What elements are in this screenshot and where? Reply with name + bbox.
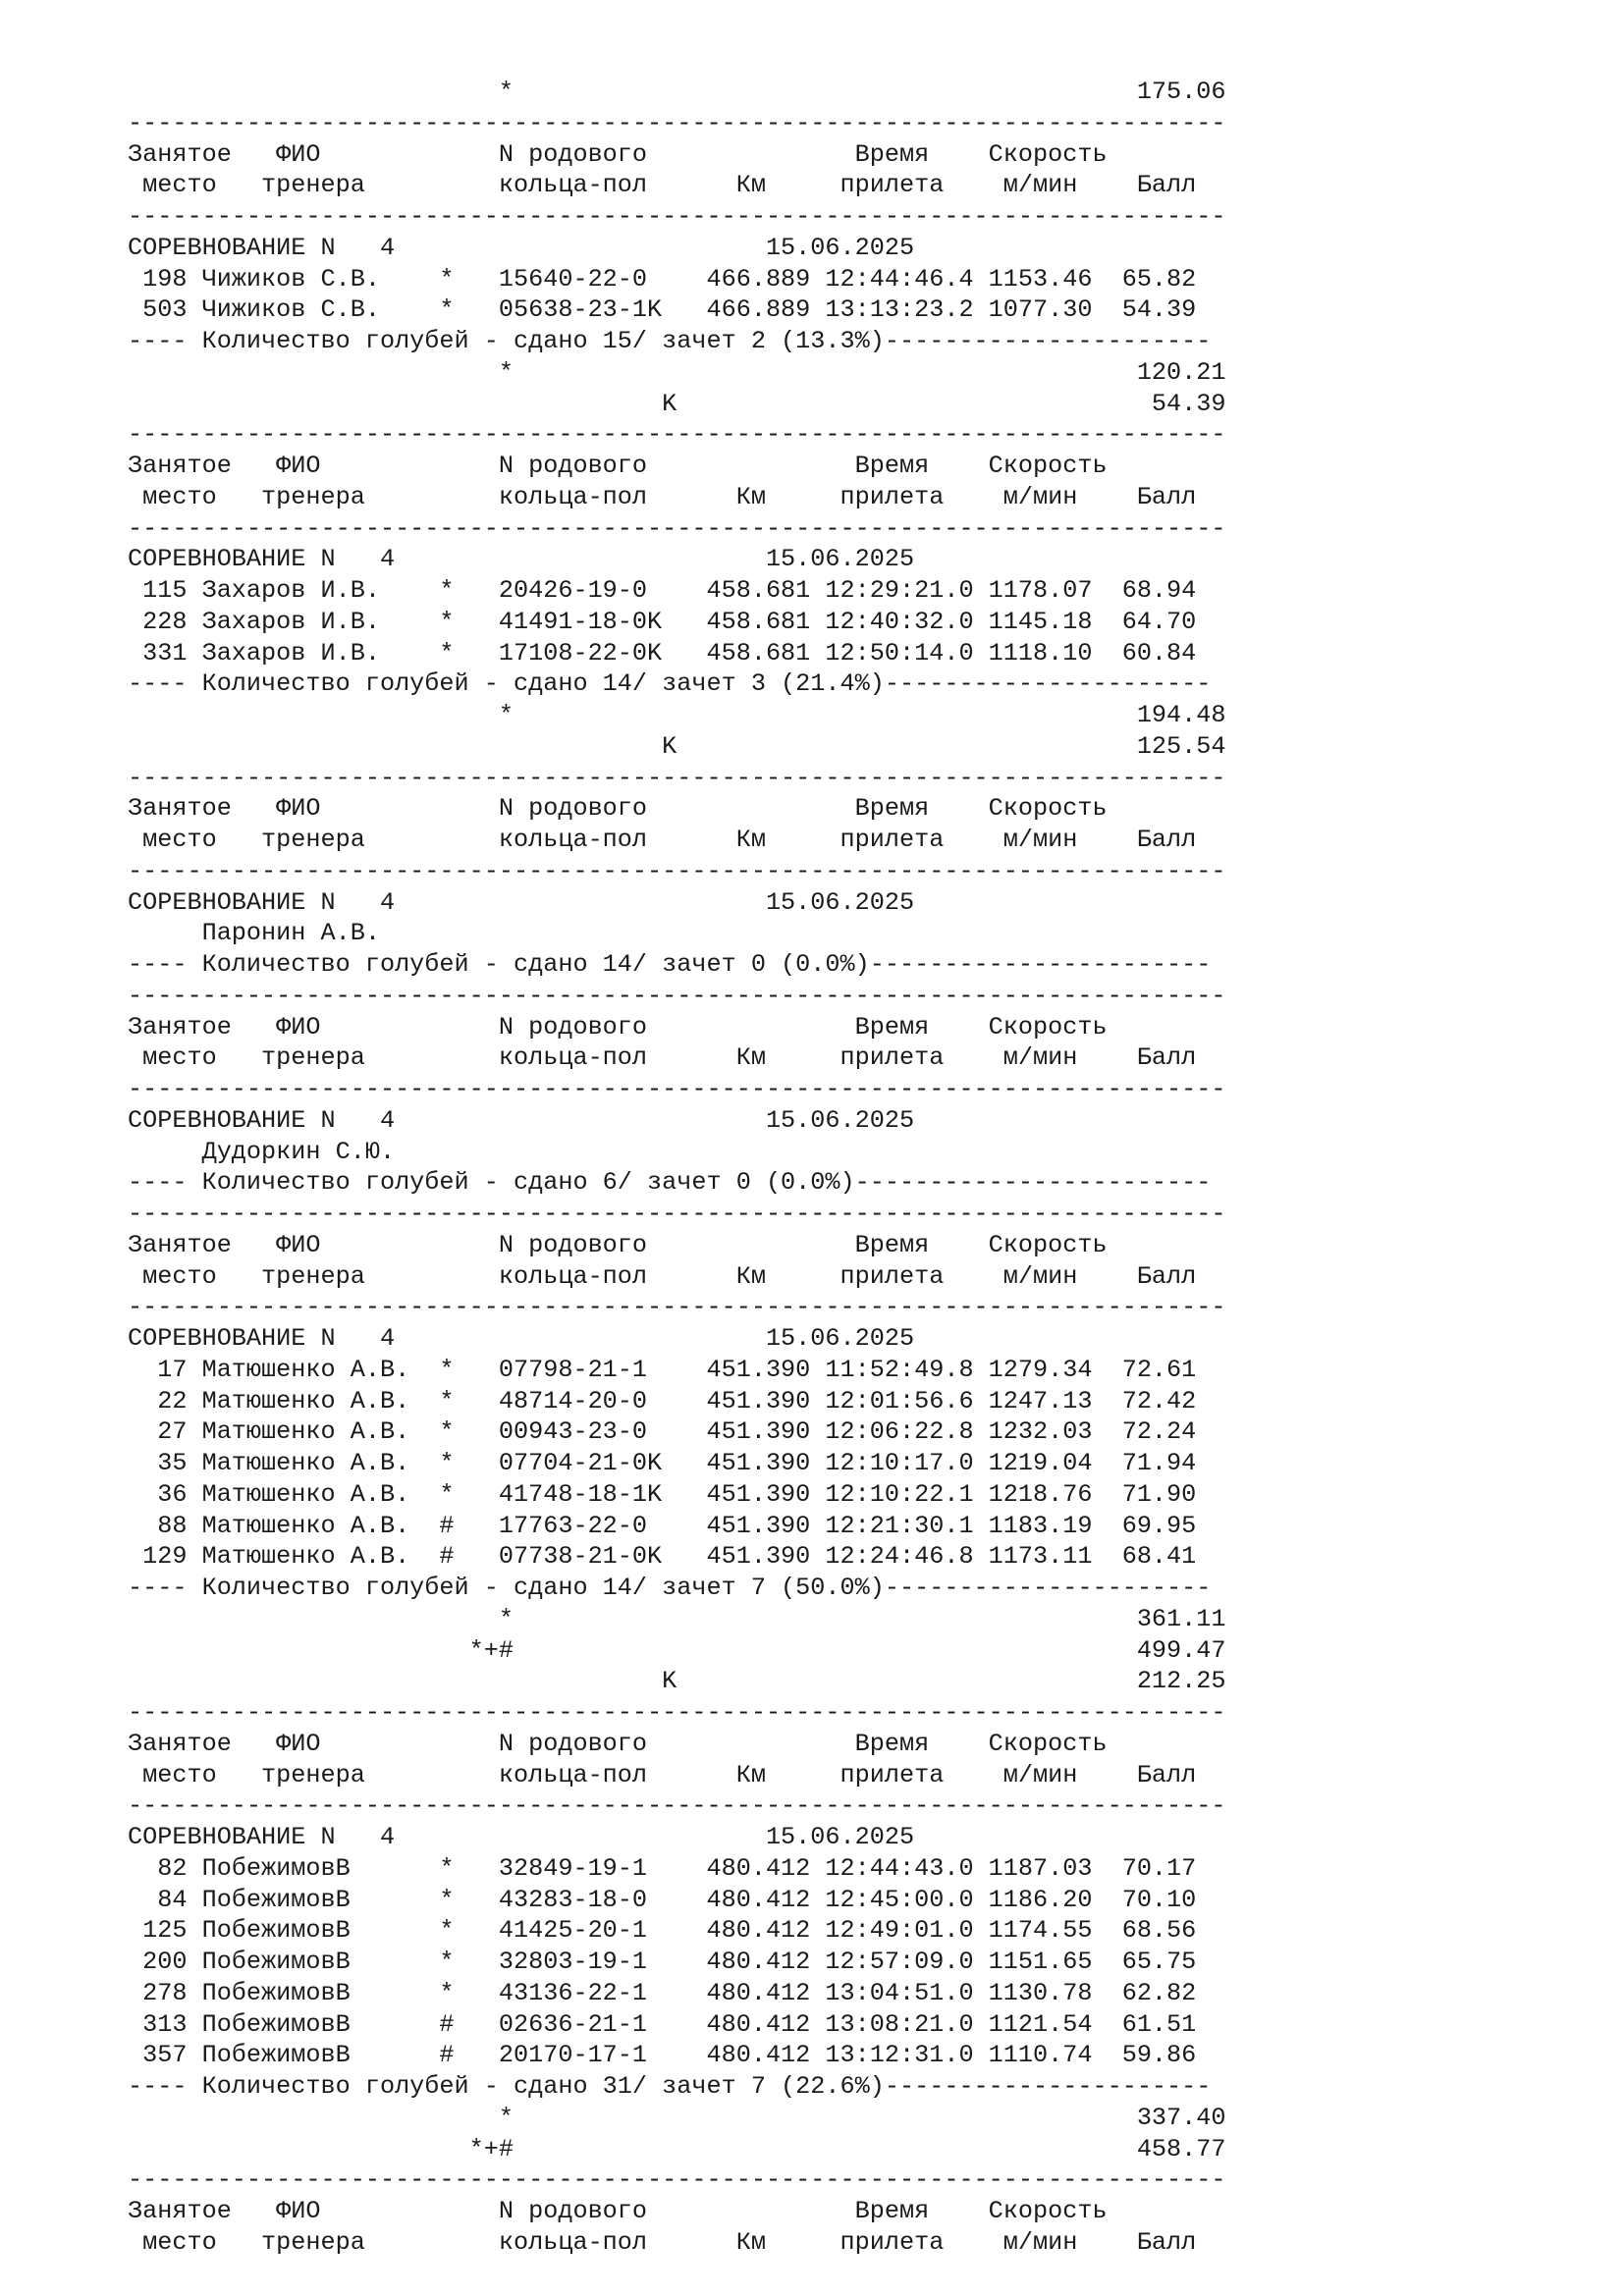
report-line: Занятое ФИО N родового Время Скорость: [128, 452, 1108, 480]
report-line: --------------------------------------------------------------------------: [128, 420, 1226, 450]
report-line: K 212.25: [128, 1667, 1226, 1696]
report-line: ---- Количество голубей - сдано 6/ зачет 0 (0.0%)------------------------: [128, 1168, 1212, 1198]
report-line: --------------------------------------------------------------------------: [128, 1293, 1226, 1322]
report-line: *+# 499.47: [128, 1635, 1226, 1665]
report-line: место тренера кольца-пол Км прилета м/мин Балл: [128, 2227, 1197, 2257]
report-line: 22 Матюшенко А.В. * 48714-20-0 451.390 12:01:56.6 1247.13 72.42: [128, 1386, 1197, 1415]
report-line: * 194.48: [128, 701, 1226, 729]
report-line: ---- Количество голубей - сдано 14/ зачет 0 (0.0%)-----------------------: [128, 950, 1212, 979]
report-line: СОРЕВНОВАНИЕ N 4 15.06.2025: [128, 1324, 915, 1353]
report-line: ---- Количество голубей - сдано 14/ зачет 7 (50.0%)----------------------: [128, 1574, 1212, 1602]
report-line: --------------------------------------------------------------------------: [128, 1075, 1226, 1103]
report-line: Занятое ФИО N родового Время Скорость: [128, 2197, 1108, 2225]
report-line: --------------------------------------------------------------------------: [128, 1698, 1226, 1727]
report-line: Паронин А.В.: [128, 919, 380, 948]
report-line: ---- Количество голубей - сдано 15/ зачет 2 (13.3%)----------------------: [128, 327, 1212, 355]
report-line: Занятое ФИО N родового Время Скорость: [128, 1729, 1108, 1758]
report-line: 17 Матюшенко А.В. * 07798-21-1 451.390 11:52:49.8 1279.34 72.61: [128, 1355, 1197, 1384]
report-line: * 175.06: [128, 78, 1226, 106]
report-line: --------------------------------------------------------------------------: [128, 856, 1226, 885]
report-line: СОРЕВНОВАНИЕ N 4 15.06.2025: [128, 545, 915, 574]
report-line: место тренера кольца-пол Км прилета м/мин Балл: [128, 1760, 1197, 1789]
report-line: --------------------------------------------------------------------------: [128, 2165, 1226, 2195]
report-line: 125 ПобежимовВ * 41425-20-1 480.412 12:49:01.0 1174.55 68.56: [128, 1916, 1197, 1946]
report-line: СОРЕВНОВАНИЕ N 4 15.06.2025: [128, 887, 915, 917]
report-line: --------------------------------------------------------------------------: [128, 981, 1226, 1010]
report-line: 198 Чижиков С.В. * 15640-22-0 466.889 12:44:46.4 1153.46 65.82: [128, 264, 1197, 294]
report-line: 357 ПобежимовВ # 20170-17-1 480.412 13:12:31.0 1110.74 59.86: [128, 2041, 1197, 2070]
report-line: 35 Матюшенко А.В. * 07704-21-0K 451.390 12:10:17.0 1219.04 71.94: [128, 1449, 1197, 1477]
report-line: K 54.39: [128, 389, 1226, 418]
report-line: место тренера кольца-пол Км прилета м/мин Балл: [128, 482, 1197, 511]
report-line: 278 ПобежимовВ * 43136-22-1 480.412 13:04:51.0 1130.78 62.82: [128, 1978, 1197, 2007]
report-line: *+# 458.77: [128, 2134, 1226, 2163]
report-line: ---- Количество голубей - сдано 31/ зачет 7 (22.6%)----------------------: [128, 2072, 1212, 2101]
report-line: * 120.21: [128, 357, 1226, 387]
report-line: Дудоркин С.Ю.: [128, 1137, 396, 1166]
report-line: --------------------------------------------------------------------------: [128, 1200, 1226, 1228]
report-line: 84 ПобежимовВ * 43283-18-0 480.412 12:45:00.0 1186.20 70.10: [128, 1885, 1197, 1914]
report-line: СОРЕВНОВАНИЕ N 4 15.06.2025: [128, 1823, 915, 1851]
report-line: --------------------------------------------------------------------------: [128, 763, 1226, 792]
printout-document: [128, 77, 1226, 2259]
report-line: 228 Захаров И.В. * 41491-18-0K 458.681 12:40:32.0 1145.18 64.70: [128, 607, 1197, 636]
report-line: 82 ПобежимовВ * 32849-19-1 480.412 12:44:43.0 1187.03 70.17: [128, 1853, 1197, 1883]
report-line: место тренера кольца-пол Км прилета м/мин Балл: [128, 1261, 1197, 1291]
report-line: --------------------------------------------------------------------------: [128, 108, 1226, 137]
report-line: Занятое ФИО N родового Время Скорость: [128, 1230, 1108, 1259]
report-line: --------------------------------------------------------------------------: [128, 1791, 1226, 1821]
report-line: ---- Количество голубей - сдано 14/ зачет 3 (21.4%)----------------------: [128, 669, 1212, 699]
report-line: --------------------------------------------------------------------------: [128, 513, 1226, 543]
report-line: 200 ПобежимовВ * 32803-19-1 480.412 12:57:09.0 1151.65 65.75: [128, 1948, 1197, 1976]
report-line: 313 ПобежимовВ # 02636-21-1 480.412 13:08:21.0 1121.54 61.51: [128, 2009, 1197, 2039]
report-line: СОРЕВНОВАНИЕ N 4 15.06.2025: [128, 233, 915, 262]
report-line: 27 Матюшенко А.В. * 00943-23-0 451.390 12:06:22.8 1232.03 72.24: [128, 1417, 1197, 1447]
report-line: 88 Матюшенко А.В. # 17763-22-0 451.390 12:21:30.1 1183.19 69.95: [128, 1511, 1197, 1540]
report-line: 503 Чижиков С.В. * 05638-23-1K 466.889 13:13:23.2 1077.30 54.39: [128, 295, 1197, 325]
report-line: * 337.40: [128, 2103, 1226, 2132]
report-line: 129 Матюшенко А.В. # 07738-21-0K 451.390 12:24:46.8 1173.11 68.41: [128, 1542, 1197, 1572]
report-line: --------------------------------------------------------------------------: [128, 202, 1226, 231]
report-line: 115 Захаров И.В. * 20426-19-0 458.681 12:29:21.0 1178.07 68.94: [128, 576, 1197, 605]
report-line: СОРЕВНОВАНИЕ N 4 15.06.2025: [128, 1105, 915, 1135]
report-line: Занятое ФИО N родового Время Скорость: [128, 139, 1108, 169]
report-line: Занятое ФИО N родового Время Скорость: [128, 794, 1108, 824]
report-line: место тренера кольца-пол Км прилета м/мин Балл: [128, 826, 1197, 854]
report-line: место тренера кольца-пол Км прилета м/мин Балл: [128, 1043, 1197, 1073]
report-line: Занятое ФИО N родового Время Скорость: [128, 1012, 1108, 1041]
report-line: * 361.11: [128, 1604, 1226, 1633]
report-line: 36 Матюшенко А.В. * 41748-18-1K 451.390 12:10:22.1 1218.76 71.90: [128, 1479, 1197, 1509]
report-line: 331 Захаров И.В. * 17108-22-0K 458.681 12:50:14.0 1118.10 60.84: [128, 638, 1197, 667]
report-line: K 125.54: [128, 731, 1226, 761]
report-line: место тренера кольца-пол Км прилета м/мин Балл: [128, 171, 1197, 200]
